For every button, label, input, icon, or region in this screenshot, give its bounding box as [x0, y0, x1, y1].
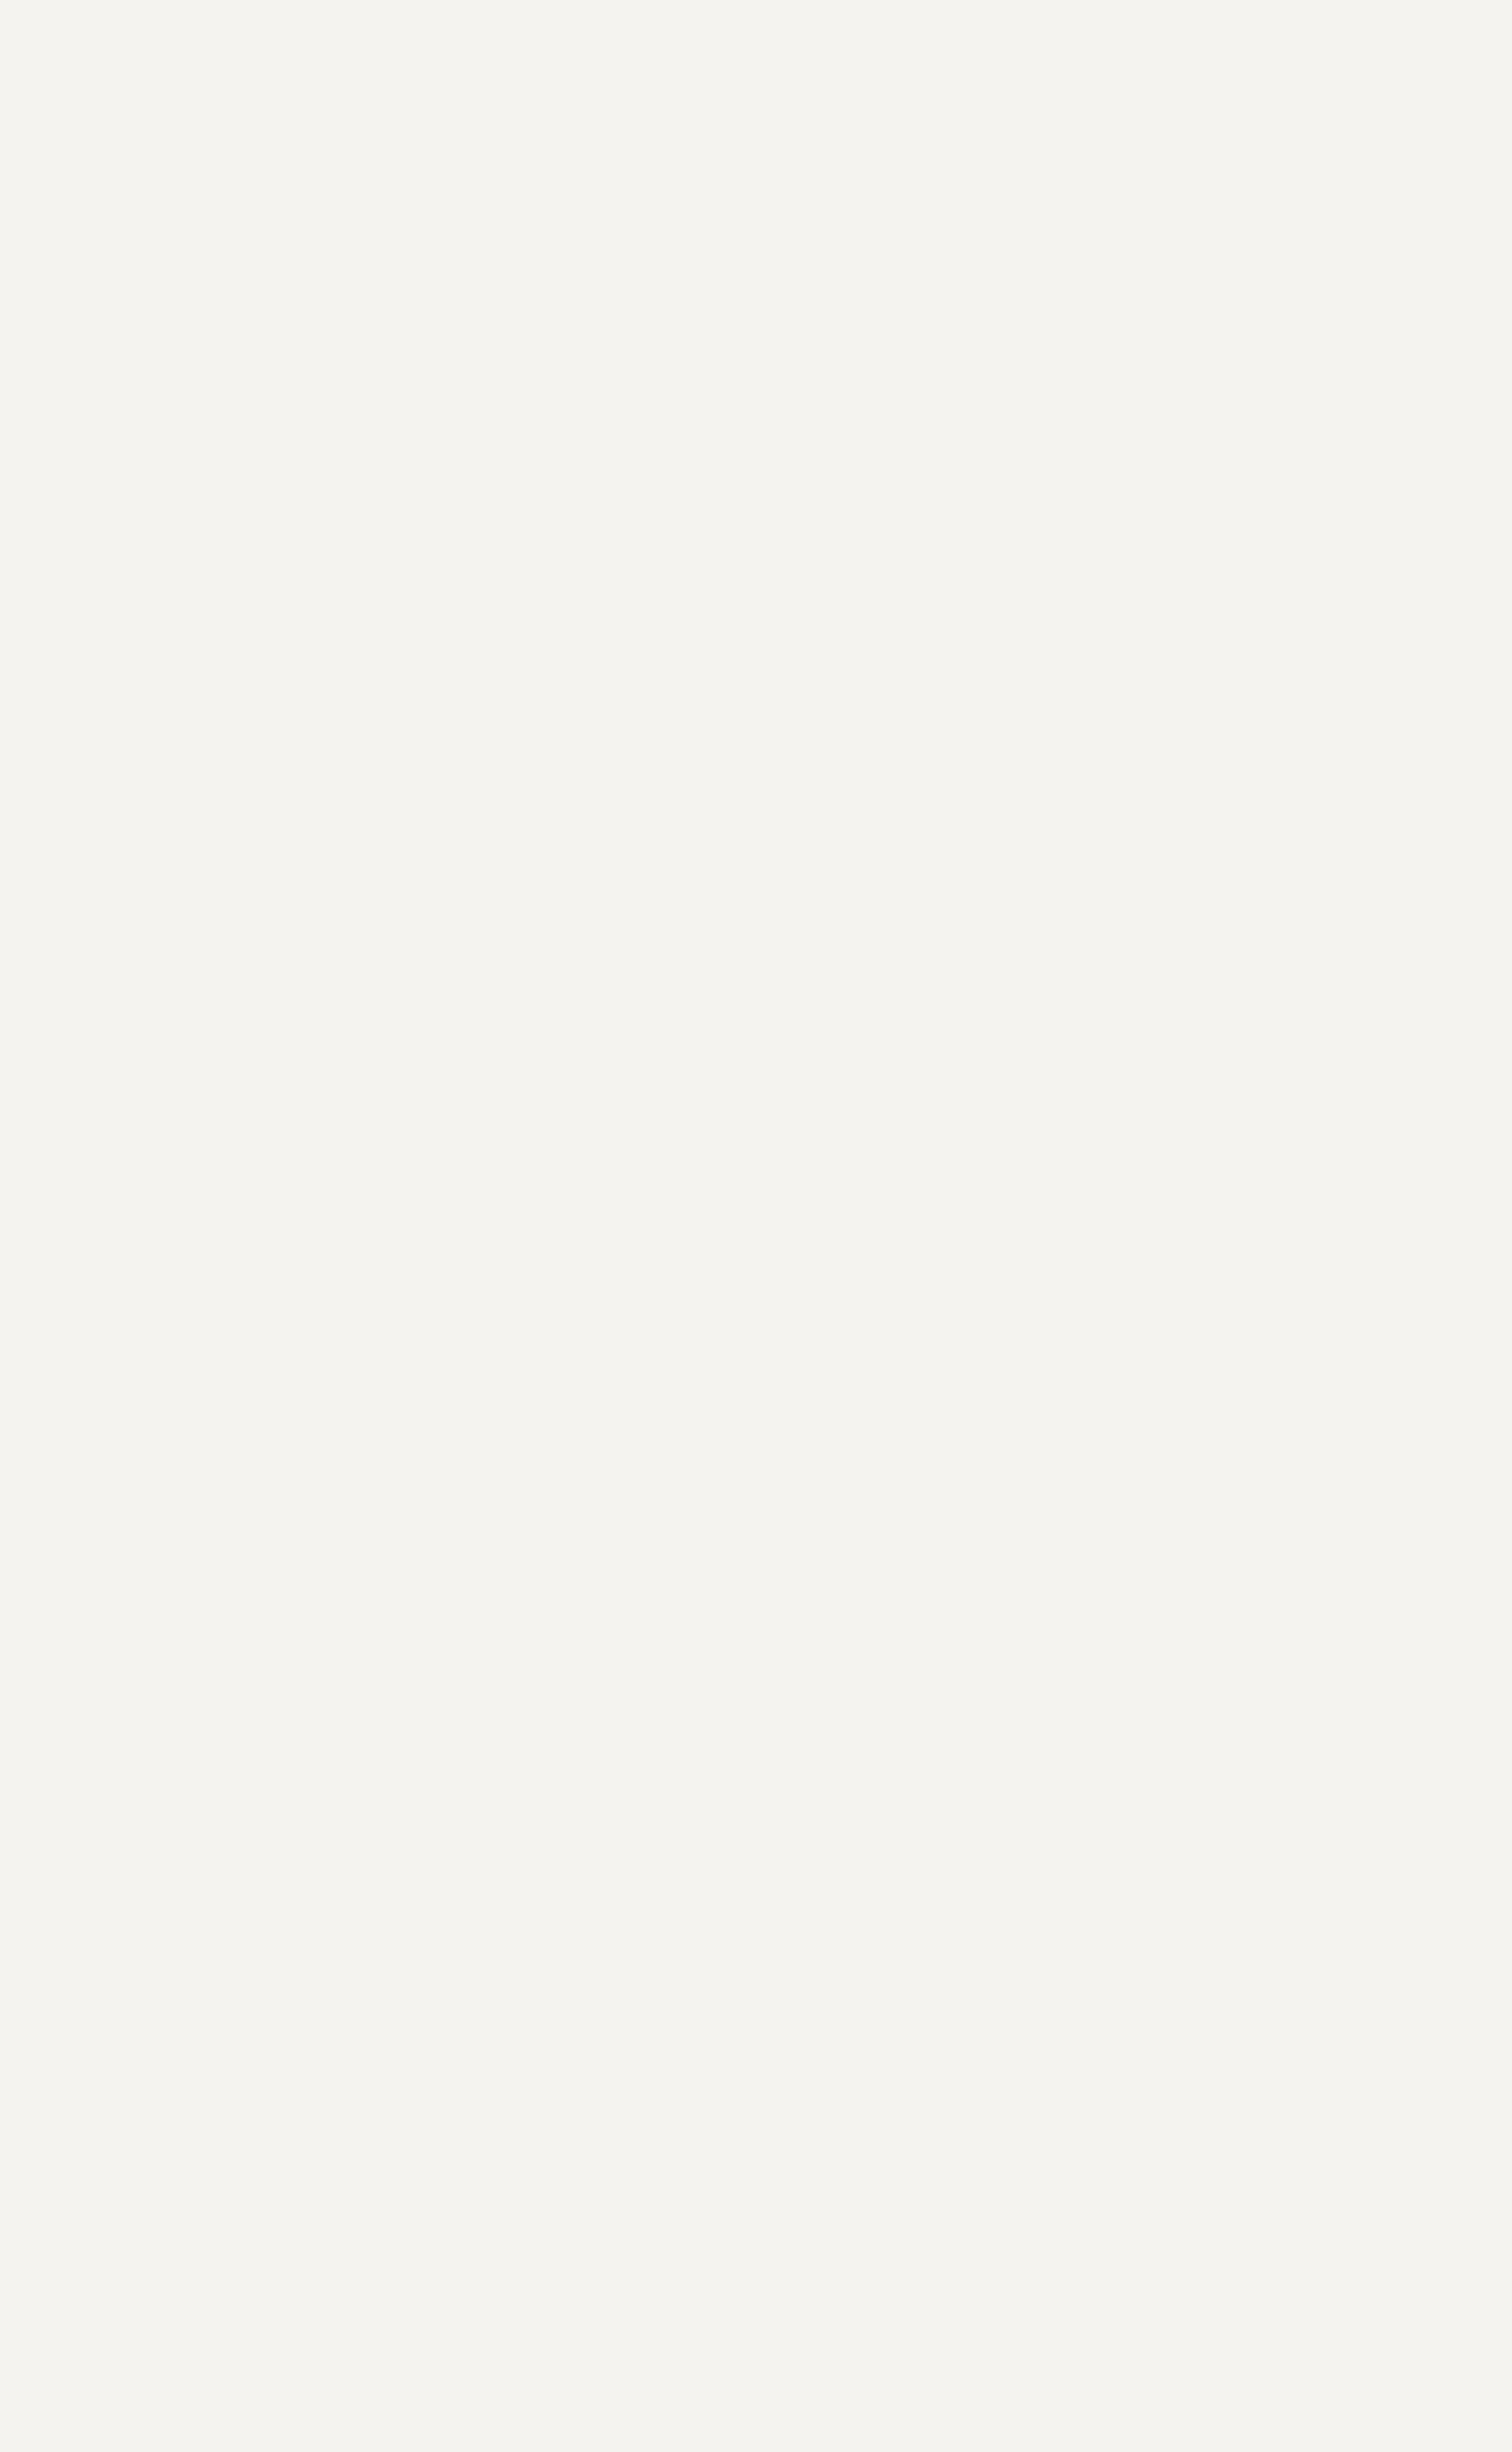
rotated-table-container [176, 246, 1360, 2218]
rotated-table [176, 246, 1360, 2218]
